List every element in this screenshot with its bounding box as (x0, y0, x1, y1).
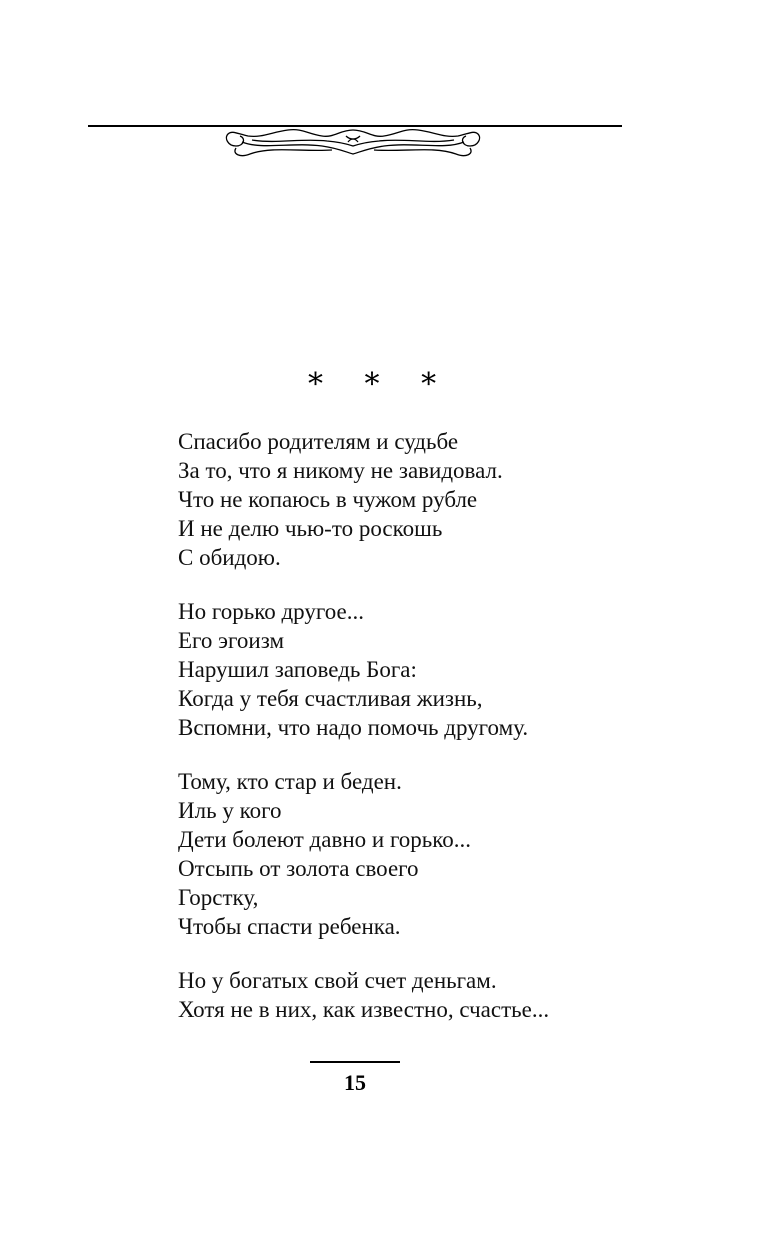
footer-rule (310, 1061, 400, 1063)
poem-line: Его эгоизм (178, 628, 285, 653)
stanza (178, 597, 648, 742)
poem (178, 427, 648, 1049)
stanza (178, 767, 648, 941)
poem-line: Иль у кого (178, 798, 282, 823)
section-divider: * * * (308, 367, 453, 402)
poem-line: Но горько другое... (178, 599, 364, 624)
poem-line: Вспомни, что надо помочь другому. (178, 715, 529, 740)
flourish-ornament-icon (222, 124, 484, 160)
poem-line: Нарушил заповедь Бога: (178, 657, 417, 682)
poem-line: Но у богатых свой счет деньгам. (178, 968, 497, 993)
poem-line: Дети болеют давно и горько... (178, 827, 472, 852)
poem-line: Хотя не в них, как известно, счастье... (178, 997, 550, 1022)
poem-line: Отсыпь от золота своего (178, 856, 419, 881)
stanza (178, 966, 648, 1024)
poem-line: Спасибо родителям и судьбе (178, 429, 459, 454)
poem-line: Горстку, (178, 885, 259, 910)
poem-line: Чтобы спасти ребенка. (178, 914, 401, 939)
poem-line: Тому, кто стар и беден. (178, 769, 402, 794)
poem-line: Что не копаюсь в чужом рубле (178, 487, 478, 512)
poem-line: И не делю чью-то роскошь (178, 516, 443, 541)
poem-line: За то, что я никому не завидовал. (178, 458, 503, 483)
poem-line: Когда у тебя счастливая жизнь, (178, 686, 483, 711)
poem-line: С обидою. (178, 545, 281, 570)
page-number: 15 (344, 1070, 366, 1095)
stanza (178, 427, 648, 572)
